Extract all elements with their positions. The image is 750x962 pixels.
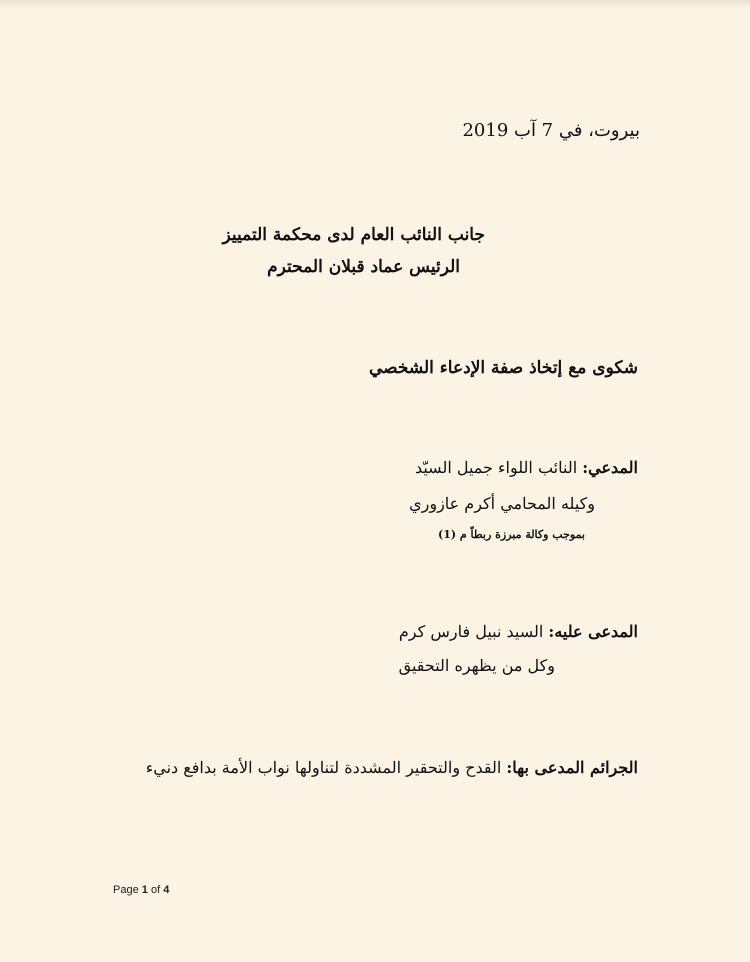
page-label: Page bbox=[113, 884, 139, 896]
addressee-line-1: جانب النائب العام لدى محكمة التمييز bbox=[222, 225, 485, 245]
crimes-label: الجرائم المدعى بها: bbox=[506, 758, 638, 777]
addressee-line-2: الرئيس عماد قبلان المحترم bbox=[267, 257, 460, 277]
page-footer bbox=[113, 884, 169, 896]
defendant-name: السيد نبيل فارس كرم bbox=[398, 622, 549, 641]
date-line: بيروت، في 7 آب 2019 bbox=[462, 120, 640, 141]
complaint-subject: شكوى مع إتخاذ صفة الإدعاء الشخصي bbox=[368, 358, 638, 378]
crimes-text: القدح والتحقير المشددة لتناولها نواب الأمة بدافع دنيء bbox=[145, 758, 507, 777]
defendant-others: وكل من يظهره التحقيق bbox=[398, 656, 555, 675]
plaintiff-line bbox=[415, 458, 638, 477]
page-top-edge bbox=[0, 0, 750, 8]
plaintiff-agent: وكيله المحامي أكرم عازوري bbox=[409, 494, 595, 513]
defendant-label: المدعى عليه: bbox=[548, 622, 638, 641]
crimes-line bbox=[146, 758, 638, 777]
plaintiff-name: النائب اللواء جميل السيّد bbox=[414, 458, 583, 477]
current-page-number: 1 bbox=[141, 884, 148, 896]
power-of-attorney-note: بموجب وكالة مبرزة ربطاً م (1) bbox=[438, 528, 585, 541]
total-pages-number: 4 bbox=[163, 884, 170, 896]
of-label: of bbox=[150, 884, 161, 896]
defendant-line bbox=[399, 622, 638, 641]
plaintiff-label: المدعي: bbox=[582, 458, 638, 477]
